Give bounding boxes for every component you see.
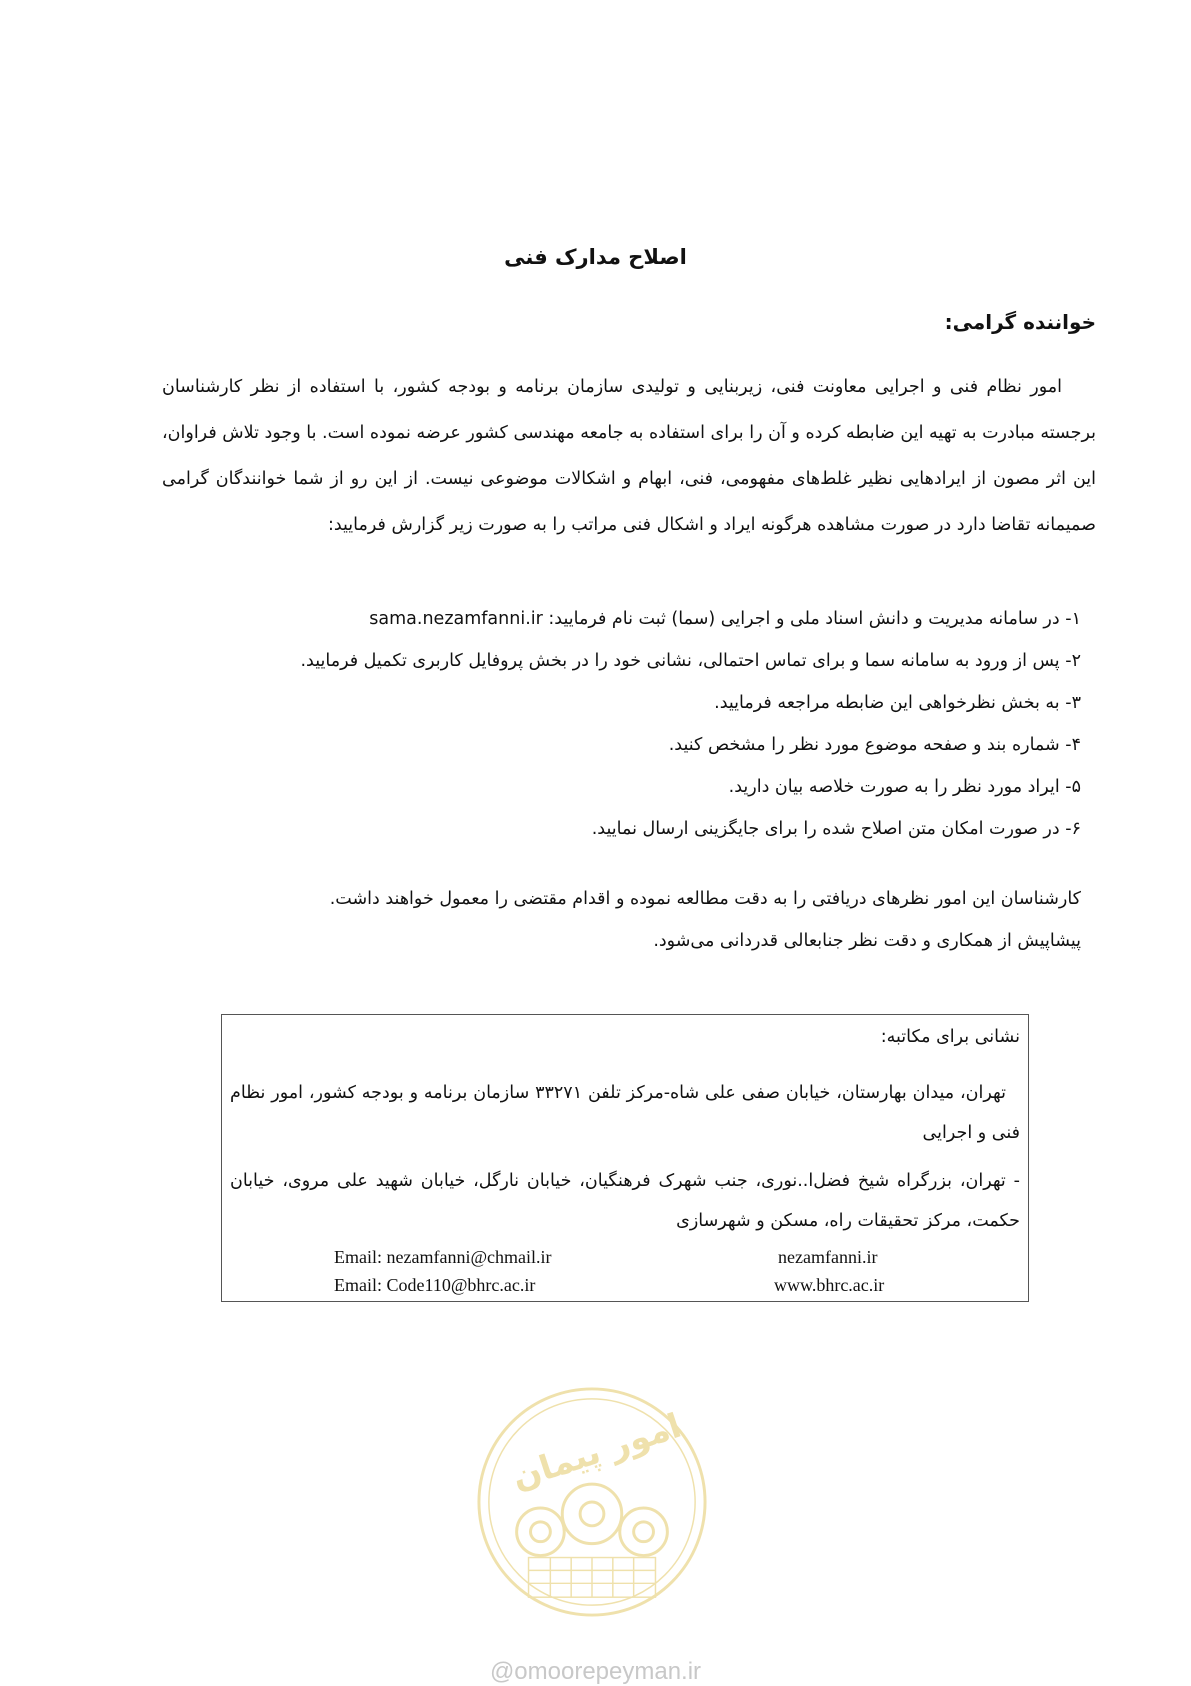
closing-paragraph (181, 878, 1081, 962)
address-line-2: - تهران، بزرگراه شیخ فضل‌ا..نوری، جنب شهرک فرهنگیان، خیابان نارگل، خیابان شهید علی مروی، خیابان حکمت، مرکز تحقیقات راه، مسکن و شهرسازی (230, 1171, 1020, 1231)
website-bhrc[interactable]: www.bhrc.ac.ir (774, 1275, 885, 1295)
watermark-seal (473, 1383, 711, 1621)
address-line-1 (230, 1073, 1020, 1153)
step-number: ۱- (1065, 609, 1081, 629)
list-item (181, 808, 1081, 850)
page-title: اصلاح مدارک فنی (504, 245, 687, 269)
step-text: شماره بند و صفحه موضوع مورد نظر را مشخص کنید. (668, 735, 1060, 755)
sama-link[interactable]: sama.nezamfanni.ir (369, 609, 543, 629)
email-bhrc[interactable]: Email: Code110@bhrc.ac.ir (334, 1275, 536, 1295)
watermark-url: @omoorepeyman.ir (489, 1658, 702, 1685)
step-number: ۲- (1065, 651, 1081, 671)
closing-line: کارشناسان این امور نظرهای دریافتی را به دقت مطالعه نموده و اقدام مقتضی را معمول خواهند داشت. (329, 889, 1081, 909)
list-item (181, 724, 1081, 766)
intro-paragraph (162, 364, 1096, 548)
step-number: ۶- (1065, 819, 1081, 839)
seal-text: امور پیمان (507, 1405, 686, 1498)
intro-text: امور نظام فنی و اجرایی معاونت فنی، زیربنایی و تولیدی سازمان برنامه و بودجه کشور، با استفاده از نظر کارشناسان برجسته مبادرت به تهیه این ضابطه کرده و آن را برای استفاده به جامعه مهندسی کشور عرضه نموده است. با وجود تلاش فراوان، این اثر مصون از ایرادهایی نظیر غلط‌های مفهومی، فنی، ابهام و اشکالات موضوعی نیست. از این رو از شما خوانندگان گرامی صمیمانه تقاضا دارد در صورت مشاهده هرگونه ایراد و اشکال فنی مراتب را به صورت زیر گزارش فرمایید: (162, 377, 1096, 535)
step-number: ۵- (1065, 777, 1081, 797)
step-text: در صورت امکان متن اصلاح شده را برای جایگزینی ارسال نمایید. (591, 819, 1060, 839)
email-nezamfanni[interactable]: Email: nezamfanni@chmail.ir (334, 1247, 552, 1267)
greeting-heading: خواننده گرامی: (944, 310, 1096, 334)
step-number: ۳- (1065, 693, 1081, 713)
list-item (181, 598, 1081, 640)
list-item (181, 682, 1081, 724)
step-text: ایراد مورد نظر را به صورت خلاصه بیان دارید. (728, 777, 1060, 797)
step-text: پس از ورود به سامانه سما و برای تماس احتمالی، نشانی خود را در بخش پروفایل کاربری تکمیل فرمایید. (300, 651, 1060, 671)
gear-icon (562, 1484, 622, 1544)
website-nezamfanni[interactable]: nezamfanni.ir (778, 1247, 878, 1267)
steps-list (181, 598, 1081, 850)
step-number: ۴- (1065, 735, 1081, 755)
gear-icon (517, 1508, 565, 1556)
closing-line: پیشاپیش از همکاری و دقت نظر جنابعالی قدردانی می‌شود. (653, 931, 1081, 951)
step-text: در سامانه مدیریت و دانش اسناد ملی و اجرایی (سما) ثبت نام فرمایید: (548, 609, 1060, 629)
list-item (181, 640, 1081, 682)
grid-icon (529, 1558, 656, 1598)
step-text: به بخش نظرخواهی این ضابطه مراجعه فرمایید. (714, 693, 1060, 713)
address-line-1-text: تهران، میدان بهارستان، خیابان صفی علی شاه-مرکز تلفن ۳۳۲۷۱ سازمان برنامه و بودجه کشور، امور نظام فنی و اجرایی (230, 1083, 1020, 1143)
address-box (221, 1014, 1029, 1302)
list-item (181, 766, 1081, 808)
gear-icon (620, 1508, 668, 1556)
address-label: نشانی برای مکاتبه: (880, 1027, 1020, 1047)
